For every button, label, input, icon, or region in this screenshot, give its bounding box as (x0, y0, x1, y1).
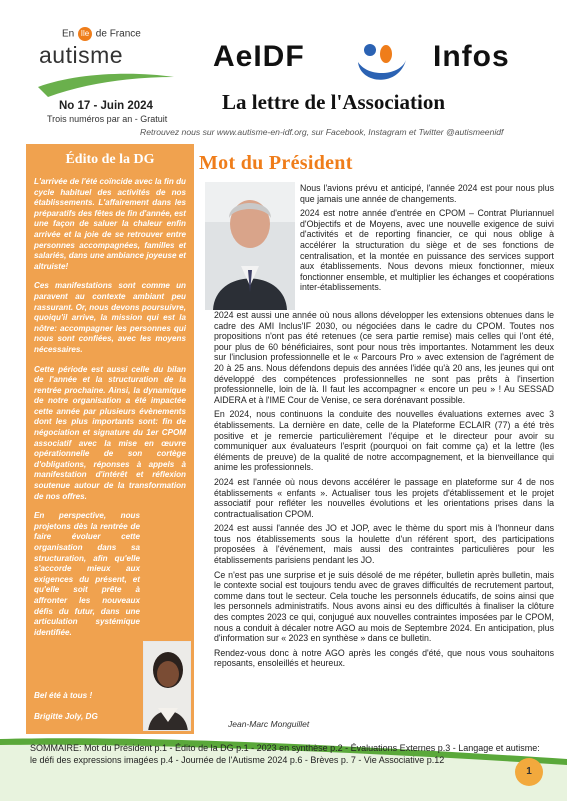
edito-signature: Brigitte Joly, DG (34, 712, 98, 721)
social-links-line[interactable]: Retrouvez nous sur www.autisme-en-idf.org, sur Facebook, Instagram et Twitter @autismeenidf (140, 127, 504, 137)
edito-paragraph: Cette période est aussi celle du bilan de l'année et la structuration de la rentrée prochaine. Ainsi, la dynamique de notre organisation a été impactée cette année par plusieurs évènements dont les plus importants sont: fin de négociation et signature du 1er CPOM associatif avec la mise en œuvre opérationnelle de son cortège d'obligations, réponses à appels à manifestation d'intérêt et réflexion soutenue autour de la transformation de nos offres. (34, 364, 186, 501)
article-paragraph: Rendez-vous donc à notre AGO après les congés d'été, que nous vous souhaitons reposants, ensoleillés et heureux. (214, 647, 554, 669)
president-portrait (205, 182, 295, 310)
edito-title: Édito de la DG (65, 152, 155, 167)
dg-portrait (143, 641, 191, 731)
ile-badge: Ile (78, 27, 92, 41)
logo-swoosh-icon (36, 69, 176, 99)
autisme-idf-logo (36, 25, 176, 100)
edito-paragraph: Ces manifestations sont comme un paravent au contexte ambiant peu rassurant. Or, nous devons poursuivre, quoiqu'il arrive, la mission qui est la nôtre: accompagner les personnes qui nous sont confiées, avec les moyens nécessaires. (34, 281, 186, 354)
masthead-aeidf: AeIDF (213, 40, 305, 73)
smiley-mascot-icon (352, 36, 412, 92)
article-paragraph: En 2024, nous continuons la conduite des nouvelles évaluations externes avec 3 établissements. La dernière en date, celle de la Plateforme ECLAIR (77) a été très positive et je remercie particulièrement l'équipe et le directeur pour avoir su communiquer aux évaluateurs l'esprit (pourquoi on fait comme ça) et la lettre (les éléments de preuve) de la qualité de notre accompagnement, et la bienveillance qui anime les professionnels. (214, 409, 554, 473)
article-column-main (214, 310, 554, 673)
article-paragraph: Nous l'avions prévu et anticipé, l'année 2024 est pour nous plus que jamais une année de changements. (300, 183, 554, 204)
article-paragraph: 2024 est aussi l'année des JO et JOP, avec le thème du sport mis à l'honneur dans tous nos établissements sous la houlette d'un référent sport, des participations proposées à l'événement, mais aussi des contraintes particulières pour les établissements parisiens pendant les JO. (214, 523, 554, 566)
page-number-badge: 1 (515, 758, 543, 786)
article-title: Mot du Président (199, 152, 353, 174)
article-paragraph: 2024 est aussi une année où nous allons développer les extensions obtenues dans le cadre des AMI Inclus'IF 2030, ou négociées dans le cadre du CPOM. Toutes nos propositions n'ont pas été retenues (ce sera partie remise) mais celles qui l'ont été, pour plus de 60 bénéficiaires, sont pour nous très importantes. Notamment les deux sur l'inclusion professionnelle et le « Parcours Pro » avec extension de l'agrément de 20 à 25 ans. Nous défendons depuis des années l'idée qu'à 20 ans, les jeunes qui ont développé des compétences professionnelles ne sont pas prêts à l'insertion professionnelle, loin de là. Il faut les accompagner « encore un peu » ! Au SESSAD AIDERA et à l'IME Cour de Venise, ce sera dorénavant possible. (214, 310, 554, 405)
article-column-top (300, 183, 554, 297)
dg-portrait-icon (144, 642, 191, 731)
edito-paragraph: En perspective, nous projetons dès la rentrée de faire évoluer cette organisation dans sa structuration, afin qu'elle s'accorde mieux aux exigences du présent, et qu'elle soit prête à affronter les nouveaux défis du futur, dans une articulation systémique identifiée. (34, 511, 140, 637)
president-signature: Jean-Marc Monguillet (228, 719, 310, 729)
edito-body (34, 177, 186, 647)
masthead-infos: Infos (433, 40, 510, 73)
edito-sidebar (26, 144, 194, 734)
logo-region: En Ile de France (62, 28, 141, 40)
logo-wordmark: autisme (39, 42, 124, 68)
article-paragraph: 2024 est l'année où nous devons accélérer le passage en plateforme sur 4 de nos établissements « enfants ». Actualiser tous les projets d'établissement et le projet associatif pour refléter les nouvelles évolutions et les orientations prises dans la contractualisation CPOM. (214, 476, 554, 519)
masthead-subtitle: La lettre de l'Association (222, 90, 446, 114)
edito-closing: Bel été à tous ! (34, 691, 93, 700)
issue-frequency: Trois numéros par an - Gratuit (47, 114, 168, 124)
president-portrait-icon (205, 182, 295, 310)
table-of-contents[interactable]: SOMMAIRE: Mot du Président p.1 - Édito de la DG p.1 - 2023 en synthèse p.2 - Évaluations Externes p.3 - Langage et autisme: le défi des expressions imagées p.4 - Journée de l'Autisme 2024 p.6 - Brèves p. 7 - Vie Associative p.12 (30, 743, 540, 765)
article-paragraph: Ce n'est pas une surprise et je suis désolé de me répéter, bulletin après bulletin, mais le contexte social est toujours tendu avec de graves difficultés de recrutement partout, comme dans tout le secteur. Cela touche les personnels éducatifs, de soins ainsi que les personnels administratifs. Nous avons ainsi eu des difficultés à finaliser la clôture des comptes 2023 ce qui, conjugué aux nouvelles contraintes imposées par le CPOM, nous a conduit à décaler notre AGO au mois de Septembre 2024. En anticipation, plus d'information sur « 2023 en synthèse » dans ce bulletin. (214, 569, 554, 644)
edito-paragraph: L'arrivée de l'été coïncide avec la fin du cycle habituel des activités de nos établissements. L'affairement dans les préparatifs des fêtes de fin d'année, est une façon de saluer la chaleur enfin arrivée et la joie de se retrouver entre personnes accompagnées, familles et salariés, dans une ambiance joyeuse et altruiste! (34, 177, 186, 271)
article-paragraph: 2024 est notre année d'entrée en CPOM – Contrat Pluriannuel d'Objectifs et de Moyens, avec une nouvelle exigence de suivi d'activités et de reporting financier, ce qui nous oblige à accélérer la structuration du siège et de ses fonctions de centralisation, et la montée en puissance des services support aux établissements. Nous devons mieux fonctionner, mieux fonctionner ensemble, et multiplier les échanges et coopérations inter-établissements. (300, 208, 554, 293)
issue-number: No 17 - Juin 2024 (59, 100, 153, 112)
